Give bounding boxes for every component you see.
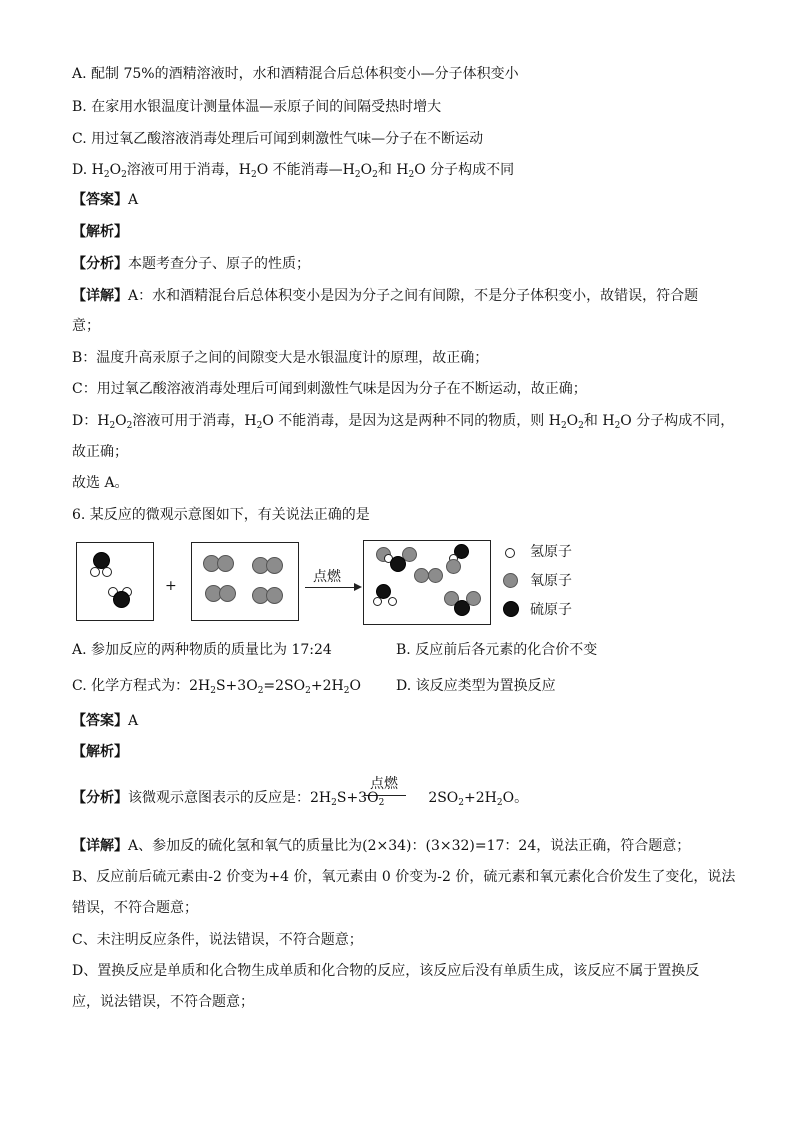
legend-hydrogen: 氢原子 bbox=[530, 544, 572, 560]
hydrogen-legend-icon bbox=[505, 548, 515, 558]
q5-analysis-tag: 【解析】 bbox=[72, 224, 128, 240]
sulfur-atom bbox=[113, 591, 130, 608]
q6-detail-b-cont: 错误，不符合题意； bbox=[72, 900, 198, 916]
q6-detail-b: B、反应前后硫元素由-2 价变为+4 价，氧元素由 0 价变为-2 价，硫元素和氧元素化合价发生了变化，说法 bbox=[72, 869, 736, 885]
q5-fenxi: 【分析】本题考查分子、原子的性质； bbox=[72, 256, 310, 272]
hydrogen-atom bbox=[388, 597, 397, 606]
reaction-condition: 点燃 bbox=[313, 569, 341, 585]
plus-sign: + bbox=[165, 578, 177, 594]
q6-detail-a: 【详解】A、参加反的硫化氢和氧气的质量比为(2×34)：(3×32)=17：24，说法正确，符合题意； bbox=[72, 838, 691, 854]
hydrogen-atom bbox=[90, 567, 100, 577]
oxygen-atom bbox=[219, 585, 236, 602]
q5-detail-c: C：用过氧乙酸溶液消毒处理后可闻到刺激性气味是因为分子在不断运动，故正确； bbox=[72, 381, 587, 397]
reaction-arrow bbox=[305, 587, 355, 588]
q5-option-d: D. $H_2O_2$溶液可用于消毒，$H_2O$ 不能消毒$—H_2O_2$和 $H_2O$ 分子构成不同 bbox=[72, 162, 515, 180]
q5-option-b: B. 在家用水银温度计测量体温—汞原子间的间隔受热时增大 bbox=[72, 99, 442, 115]
q6-detail-c: C、未注明反应条件，说法错误，不符合题意； bbox=[72, 932, 363, 948]
q5-detail-d: D：$H_2O_2$溶液可用于消毒，$H_2O$ 不能消毒，是因为这是两种不同的物质，则 $H_2O_2$和 $H_2O$ 分子构成不同， bbox=[72, 413, 735, 431]
oxygen-atom bbox=[428, 568, 443, 583]
q5-option-a: A. 配制 75%的酒精溶液时，水和酒精混合后总体积变小—分子体积变小 bbox=[72, 66, 519, 82]
q6-option-b: B. 反应前后各元素的化合价不变 bbox=[396, 642, 598, 658]
oxygen-atom bbox=[217, 555, 234, 572]
q6-option-c: C. 化学方程式为：$2H_2S+3O_2=2SO_2+2H_2O$ bbox=[72, 678, 361, 696]
q5-choose: 故选 A。 bbox=[72, 475, 129, 491]
oxygen-atom bbox=[266, 587, 283, 604]
q5-detail-d-cont: 故正确； bbox=[72, 444, 128, 460]
q6-detail-d-cont: 应，说法错误，不符合题意； bbox=[72, 994, 254, 1010]
hydrogen-atom bbox=[102, 567, 112, 577]
product-box bbox=[363, 540, 491, 625]
oxygen-atom bbox=[414, 568, 429, 583]
oxygen-atom bbox=[466, 591, 481, 606]
oxygen-atom bbox=[266, 557, 283, 574]
equation-condition: 点燃 bbox=[370, 776, 398, 792]
q6-option-d: D. 该反应类型为置换反应 bbox=[396, 678, 556, 694]
q5-detail-b: B：温度升高汞原子之间的间隙变大是水银温度计的原理，故正确； bbox=[72, 350, 489, 366]
q6-analysis-tag: 【解析】 bbox=[72, 744, 128, 760]
q6-detail-d: D、置换反应是单质和化合物生成单质和化合物的反应，该反应后没有单质生成，该反应不属于置换反 bbox=[72, 963, 700, 979]
oxygen-legend-icon bbox=[503, 573, 518, 588]
sulfur-legend-icon bbox=[503, 601, 519, 617]
q5-answer: 【答案】A bbox=[72, 192, 139, 208]
oxygen-atom bbox=[446, 559, 461, 574]
q6-fenxi: 【分析】该微观示意图表示的反应是：$2H_2S+3O_2$ $2SO_2+2H_2O$。 bbox=[72, 790, 529, 808]
reactant-box-o2 bbox=[191, 542, 299, 621]
arrow-head-icon bbox=[354, 583, 362, 591]
q5-option-c: C. 用过氧乙酸溶液消毒处理后可闻到刺激性气味—分子在不断运动 bbox=[72, 131, 484, 147]
q6-option-a: A. 参加反应的两种物质的质量比为 17:24 bbox=[72, 642, 332, 658]
legend-oxygen: 氧原子 bbox=[530, 573, 572, 589]
q5-detail-a: 【详解】A：水和酒精混台后总体积变小是因为分子之间有间隙，不是分子体积变小，故错误，符合题 bbox=[72, 288, 699, 304]
q6-stem: 6. 某反应的微观示意图如下，有关说法正确的是 bbox=[72, 507, 370, 523]
hydrogen-atom bbox=[373, 597, 382, 606]
q5-detail-a-cont: 意； bbox=[72, 318, 100, 334]
sulfur-atom bbox=[390, 556, 406, 572]
reactant-box-h2s bbox=[76, 542, 154, 621]
legend-sulfur: 硫原子 bbox=[530, 602, 572, 618]
q6-answer: 【答案】A bbox=[72, 713, 139, 729]
